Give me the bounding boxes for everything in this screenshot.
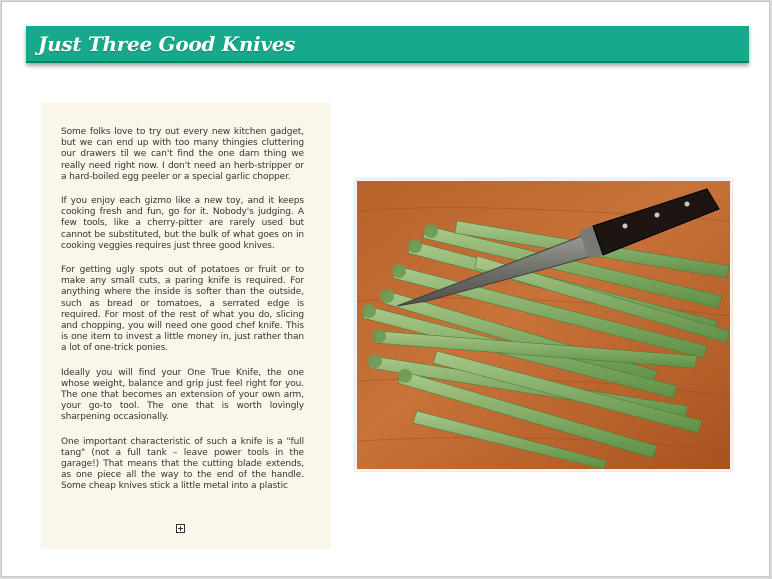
page-title: Just Three Good Knives [38, 32, 296, 56]
title-banner [26, 26, 749, 63]
paragraph-4: Ideally you will find your One True Knife, the one whose weight, balance and grip just feel right for you. The one that becomes an extension of your own arm, your go-to tool. The one that is worth lovingly sharpening occasionally. [61, 367, 304, 423]
paragraph-5: One important characteristic of such a knife is a "full tang" (not a full tank – leave power tools in the garage!) That means that the cutting blade extends, as one piece all the way to the end of the handle. Some cheap knives stick a little metal into a plastic [61, 436, 304, 492]
paragraph-1: Some folks love to try out every new kitchen gadget, but we can end up with too many thingies cluttering our drawers til we can't find the one darn thing we really need right now. I don't need an herb-stripper or a hard-boiled egg peeler or a special garlic chopper. [61, 127, 304, 182]
text-overflow-icon[interactable] [176, 524, 185, 533]
paragraph-3: For getting ugly spots out of potatoes or fruit or to make any small cuts, a paring knife is required. For anything where the inside is softer than the outside, such as bread or tomatoes, a serrated edge is required. For most of the rest of what you do, slicing and chopping, you will need one good chef knife. This is one item to invest a little money in, just rather than a lot of one-trick ponies. [61, 265, 304, 354]
knife-asparagus-photo [355, 179, 732, 471]
sidebar-text-box [41, 103, 331, 549]
page [1, 1, 770, 577]
paragraph-2: If you enjoy each gizmo like a new toy, and it keeps cooking fresh and fun, go for it. Nobody's judging. A few tools, like a cherry-pitter are rarely used but cannot be substituted, but the bulk of what goes on in cooking veggies requires just three good knives. [61, 196, 304, 251]
